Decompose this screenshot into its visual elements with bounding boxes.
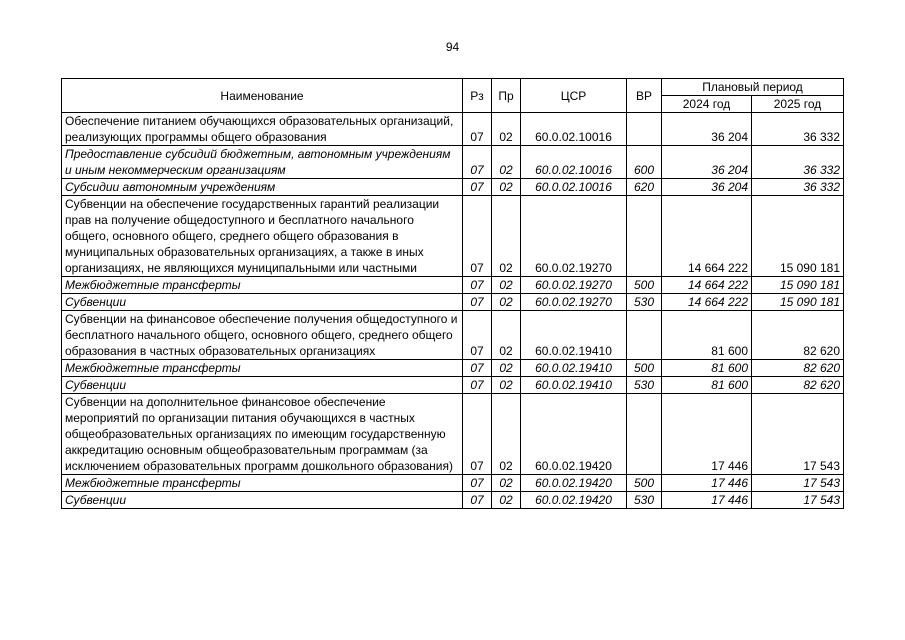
row-rz: 07 [463, 475, 492, 492]
row-2025: 17 543 [752, 492, 844, 509]
row-csr: 60.0.02.19420 [521, 492, 627, 509]
row-pr: 02 [492, 475, 521, 492]
row-2025: 82 620 [752, 311, 844, 360]
row-csr: 60.0.02.10016 [521, 179, 627, 196]
table-body [62, 113, 844, 509]
row-2025: 36 332 [752, 146, 844, 179]
header-rz: Рз [463, 79, 492, 113]
row-vr: 500 [627, 277, 662, 294]
row-pr: 02 [492, 113, 521, 146]
row-vr: 600 [627, 146, 662, 179]
row-rz: 07 [463, 360, 492, 377]
row-rz: 07 [463, 377, 492, 394]
table-row [62, 179, 844, 196]
row-rz: 07 [463, 146, 492, 179]
budget-table [61, 78, 844, 509]
row-2024: 14 664 222 [662, 196, 752, 277]
row-vr [627, 394, 662, 475]
row-2025: 15 090 181 [752, 294, 844, 311]
row-pr: 02 [492, 179, 521, 196]
header-year-2025: 2025 год [752, 96, 844, 113]
row-vr [627, 113, 662, 146]
row-name: Межбюджетные трансферты [62, 360, 463, 377]
row-2025: 36 332 [752, 113, 844, 146]
row-csr: 60.0.02.19420 [521, 394, 627, 475]
row-2025: 82 620 [752, 360, 844, 377]
row-vr [627, 311, 662, 360]
row-rz: 07 [463, 311, 492, 360]
row-2024: 14 664 222 [662, 294, 752, 311]
row-2024: 81 600 [662, 360, 752, 377]
row-pr: 02 [492, 196, 521, 277]
header-vr: ВР [627, 79, 662, 113]
row-pr: 02 [492, 311, 521, 360]
row-2024: 36 204 [662, 113, 752, 146]
row-csr: 60.0.02.10016 [521, 146, 627, 179]
row-2024: 81 600 [662, 311, 752, 360]
table-row [62, 377, 844, 394]
row-csr: 60.0.02.19270 [521, 294, 627, 311]
row-rz: 07 [463, 196, 492, 277]
table-row [62, 113, 844, 146]
row-name: Субвенции на обеспечение государственных гарантий реализации прав на получение общедоступного и бесплатного начального общего, основного общего, среднего общего образования в муниципальных образовательных организациях, а также в иных организациях, не являющихся муниципальными или частными [62, 196, 463, 277]
row-2025: 15 090 181 [752, 196, 844, 277]
table-row [62, 196, 844, 277]
row-name: Субвенции [62, 377, 463, 394]
table-row [62, 475, 844, 492]
row-csr: 60.0.02.10016 [521, 113, 627, 146]
table-row [62, 277, 844, 294]
table-header [62, 79, 844, 113]
table-row [62, 146, 844, 179]
header-planned-period: Плановый период [662, 79, 844, 96]
row-2025: 15 090 181 [752, 277, 844, 294]
row-2025: 36 332 [752, 179, 844, 196]
row-vr [627, 196, 662, 277]
row-name: Межбюджетные трансферты [62, 475, 463, 492]
row-2024: 14 664 222 [662, 277, 752, 294]
row-rz: 07 [463, 492, 492, 509]
header-year-2024: 2024 год [662, 96, 752, 113]
row-rz: 07 [463, 277, 492, 294]
header-csr: ЦСР [521, 79, 627, 113]
row-csr: 60.0.02.19420 [521, 475, 627, 492]
row-2024: 17 446 [662, 394, 752, 475]
row-csr: 60.0.02.19410 [521, 311, 627, 360]
row-vr: 500 [627, 475, 662, 492]
row-name: Субвенции на дополнительное финансовое обеспечение мероприятий по организации питания обучающихся в частных общеобразовательных организациях по имеющим государственную аккредитацию основным общеобразовательным программам (за исключением образовательных программ дошкольного образования) [62, 394, 463, 475]
row-pr: 02 [492, 294, 521, 311]
row-pr: 02 [492, 492, 521, 509]
row-2025: 82 620 [752, 377, 844, 394]
row-name: Межбюджетные трансферты [62, 277, 463, 294]
row-2025: 17 543 [752, 394, 844, 475]
row-pr: 02 [492, 360, 521, 377]
row-vr: 500 [627, 360, 662, 377]
row-vr: 530 [627, 294, 662, 311]
header-pr: Пр [492, 79, 521, 113]
row-csr: 60.0.02.19410 [521, 377, 627, 394]
row-vr: 620 [627, 179, 662, 196]
row-pr: 02 [492, 146, 521, 179]
row-2025: 17 543 [752, 475, 844, 492]
row-csr: 60.0.02.19270 [521, 277, 627, 294]
row-name: Субвенции [62, 492, 463, 509]
row-rz: 07 [463, 179, 492, 196]
table-row [62, 311, 844, 360]
row-2024: 17 446 [662, 475, 752, 492]
row-2024: 36 204 [662, 146, 752, 179]
table-row [62, 492, 844, 509]
table-row [62, 360, 844, 377]
row-vr: 530 [627, 377, 662, 394]
header-name: Наименование [62, 79, 463, 113]
row-pr: 02 [492, 277, 521, 294]
row-2024: 81 600 [662, 377, 752, 394]
table-row [62, 294, 844, 311]
table-row [62, 394, 844, 475]
row-name: Субвенции на финансовое обеспечение получения общедоступного и бесплатного начального общего, основного общего, среднего общего образования в частных образовательных организациях [62, 311, 463, 360]
row-rz: 07 [463, 394, 492, 475]
row-csr: 60.0.02.19410 [521, 360, 627, 377]
page-number: 94 [445, 40, 460, 54]
row-csr: 60.0.02.19270 [521, 196, 627, 277]
row-rz: 07 [463, 294, 492, 311]
row-pr: 02 [492, 394, 521, 475]
row-name: Субвенции [62, 294, 463, 311]
row-rz: 07 [463, 113, 492, 146]
row-name: Обеспечение питанием обучающихся образовательных организаций, реализующих программы общего образования [62, 113, 463, 146]
row-2024: 36 204 [662, 179, 752, 196]
row-name: Субсидии автономным учреждениям [62, 179, 463, 196]
row-2024: 17 446 [662, 492, 752, 509]
row-name: Предоставление субсидий бюджетным, автономным учреждениям и иным некоммерческим организациям [62, 146, 463, 179]
row-pr: 02 [492, 377, 521, 394]
row-vr: 530 [627, 492, 662, 509]
